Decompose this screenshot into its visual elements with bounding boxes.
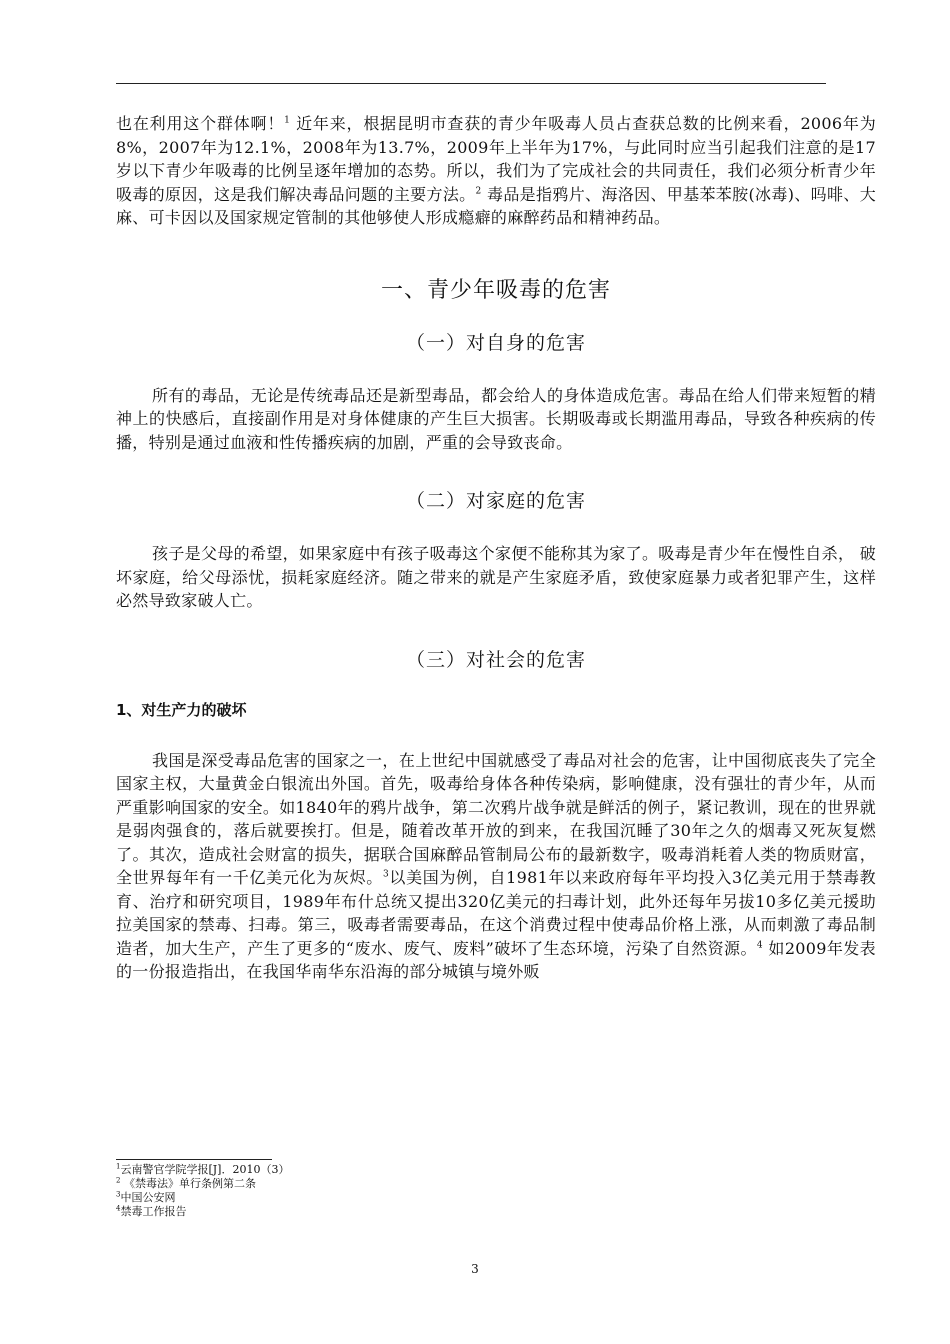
section-body-family: 孩子是父母的希望，如果家庭中有孩子吸毒这个家便不能称其为家了。吸毒是青少年在慢性自杀， 破坏家庭，给父母添忧，损耗家庭经济。随之带来的就是产生家庭矛盾，致使家庭暴力或者犯罪产生，这样必然导致家破人亡。 [116, 544, 876, 610]
section-body-self: 所有的毒品，无论是传统毒品还是新型毒品，都会给人的身体造成危害。毒品在给人们带来短暂的精神上的快感后，直接副作用是对身体健康的产生巨大损害。长期吸毒或长期滥用毒品，导致各种疾病的传播，特别是通过血液和性传播疾病的加剧，严重的会导致丧命。 [116, 385, 876, 452]
section-body-society [116, 749, 876, 984]
section-title-society: （三）对社会的危害 [405, 648, 586, 671]
footnote-4 [116, 1205, 616, 1219]
footnote-ref-4[interactable]: 4 [756, 940, 763, 951]
footnote-text: 《禁毒法》单行条例第二条 [123, 1177, 256, 1190]
footnote-separator [116, 1159, 272, 1160]
society-text-2: 以美国为例，自1981年以来政府每年平均投入3亿美元用于禁毒教育、治疗和研究项目，1989年布什总统又提出320亿美元的扫毒计划，此外还每年另拔10多亿美元援助拉美国家的禁毒、扫毒。第三，吸毒者需要毒品，在这个消费过程中使毒品价格上涨，从而刺激了毒品制造者，加大生产，产生了更多的“废水、废气、废料”破坏了生态环境，污染了自然资源。 [116, 868, 876, 958]
footnote-ref-2[interactable]: 2 [475, 186, 482, 197]
subsection-title-productivity: 1、对生产力的破坏 [116, 700, 247, 719]
intro-text-1: 也在利用这个群体啊！ [116, 114, 285, 133]
footnote-ref-1[interactable]: 1 [284, 115, 291, 126]
footnote-text: 禁毒工作报告 [120, 1205, 187, 1218]
society-text-1: 我国是深受毒品危害的国家之一，在上世纪中国就感受了毒品对社会的危害，让中国彻底丧失了完全国家主权，大量黄金白银流出外国。首先，吸毒给身体各种传染病，影响健康，没有强壮的青少年，从而严重影响国家的安全。如1840年的鸦片战争，第二次鸦片战争就是鲜活的例子，紧记教训，现在的世界就是弱肉强食的，落后就要挨打。但是，随着改革开放的到来，在我国沉睡了30年之久的烟毒又死灰复燃了。其次，造成社会财富的损失，据联合国麻醉品管制局公布的最新数字，吸毒消耗着人类的物质财富，全世界每年有一千亿美元化为灰烬。 [116, 750, 876, 887]
society-text-3: 如2009年发表的一份报造指出，在我国华南华东沿海的部分城镇与境外贩 [116, 938, 876, 981]
page-number: 3 [471, 1262, 479, 1276]
intro-text-2: 近年来，根据昆明市查获的青少年吸毒人员占查获总数的比例来看，2006年为8%，2007年为12.1%，2008年为13.7%，2009年上半年为17%，与此同时应当引起我们注意的是17岁以下青少年吸毒的比例呈逐年增加的态势。所以，我们为了完成社会的共同责任，我们必须分析青少年吸毒的原因，这是我们解决毒品问题的主要方法。 [116, 114, 876, 204]
intro-text-3: 毒品是指鸦片、海洛因、甲基苯苯胺(冰毒)、吗啡、大麻、可卡因以及国家规定管制的其他够使人形成瘾癖的麻醉药品和精神药品。 [116, 184, 876, 227]
footnote-number: 2 [116, 1176, 121, 1185]
footnote-ref-3[interactable]: 3 [382, 869, 389, 880]
page-content [116, 112, 876, 984]
footnote-1 [116, 1163, 616, 1177]
footnotes [116, 1163, 616, 1219]
footnote-2 [116, 1177, 616, 1191]
chapter-title: 一、青少年吸毒的危害 [380, 277, 611, 303]
header-rule [116, 83, 826, 84]
footnote-text: 中国公安网 [120, 1191, 176, 1204]
footnote-text: 云南警官学院学报[J]．2010（3） [120, 1163, 290, 1176]
footnote-3 [116, 1191, 616, 1205]
section-title-self: （一）对自身的危害 [405, 331, 586, 354]
footnote-number: 4 [116, 1204, 121, 1213]
intro-paragraph [116, 112, 876, 230]
footnote-number: 3 [116, 1190, 121, 1199]
footnote-number: 1 [116, 1162, 121, 1171]
section-title-family: （二）对家庭的危害 [405, 490, 586, 512]
